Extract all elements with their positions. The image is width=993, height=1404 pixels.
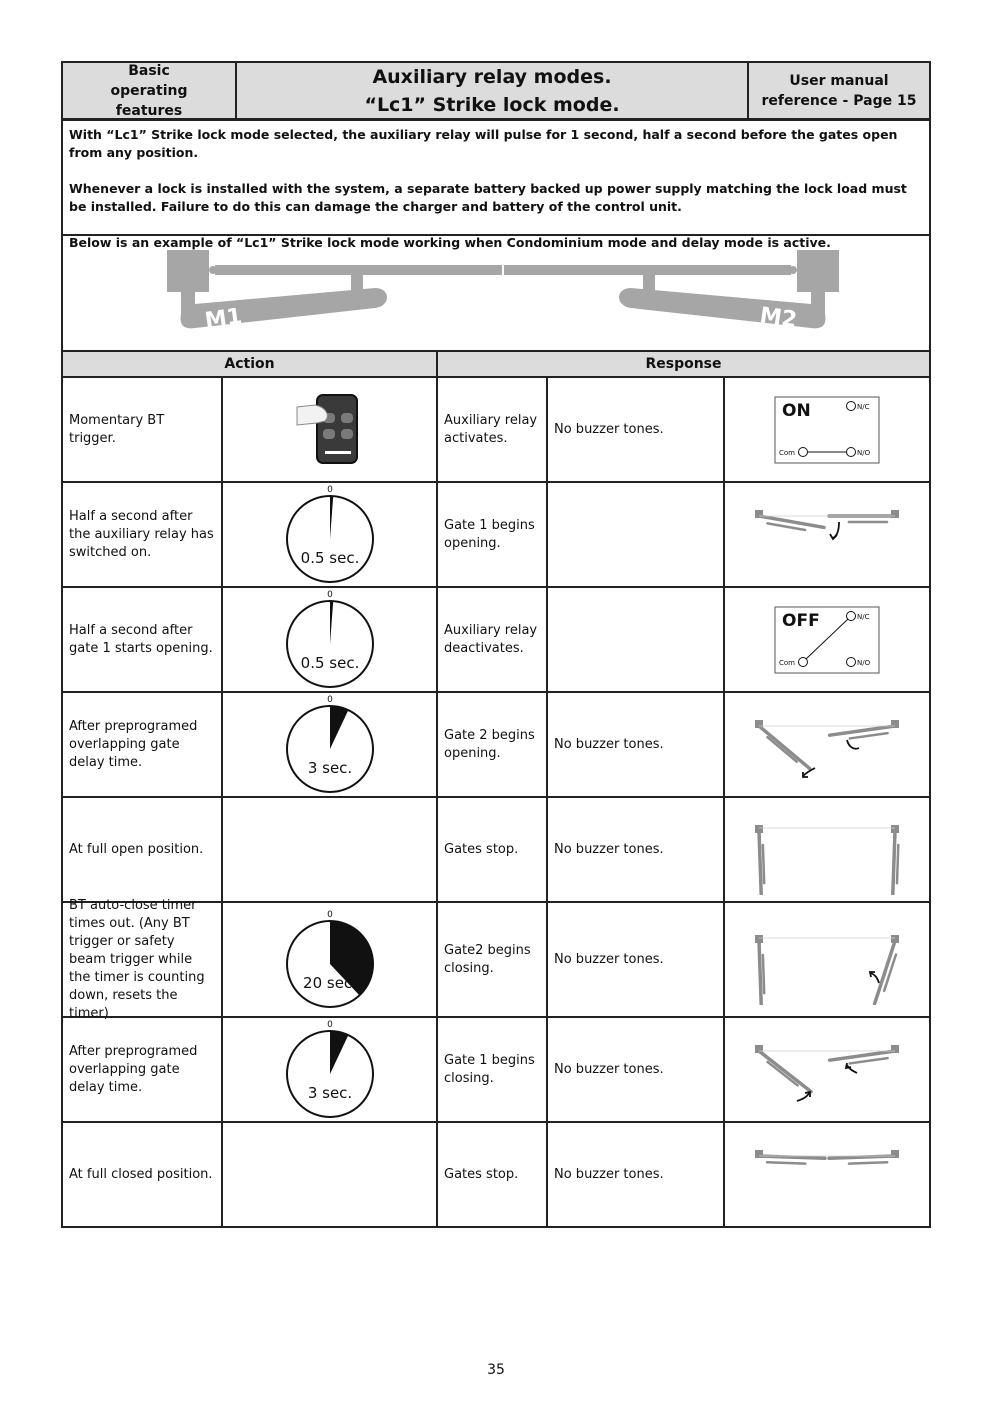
timer-label: 3 sec.	[307, 1083, 352, 1102]
response-text: Gate 1 begins opening.	[444, 517, 535, 551]
buzzer-cell	[547, 902, 724, 1017]
timer-icon	[280, 695, 380, 795]
relay-off-icon	[774, 606, 880, 674]
action-visual-cell	[222, 482, 437, 587]
action-text: Half a second after the auxiliary relay has switched on.	[69, 508, 214, 560]
buzzer-cell	[547, 1017, 724, 1122]
response-cell	[437, 797, 547, 902]
motion-arrow	[847, 1065, 857, 1073]
buzzer-text: No buzzer tones.	[554, 421, 664, 437]
state-diagram-cell	[724, 377, 931, 482]
relay-nc-label: N/C	[857, 612, 870, 621]
timer-zero: 0	[326, 909, 333, 920]
timer-icon	[280, 910, 380, 1010]
buzzer-cell	[547, 1122, 724, 1228]
action-text: After preprogramed overlapping gate delay time.	[69, 718, 198, 770]
page-title-line1: Auxiliary relay modes.	[372, 65, 612, 88]
manual-reference	[747, 61, 931, 120]
gate-diagram	[61, 235, 931, 351]
action-cell	[61, 897, 222, 1021]
action-cell	[61, 482, 222, 587]
response-cell	[437, 1122, 547, 1228]
action-visual-cell	[222, 797, 437, 902]
action-cell	[61, 377, 222, 482]
state-diagram-cell	[724, 692, 931, 797]
page-number: 35	[487, 1362, 505, 1378]
buzzer-cell	[547, 377, 724, 482]
intro-text	[61, 120, 931, 250]
column-header-response	[437, 351, 931, 377]
page-title	[237, 61, 747, 120]
state-diagram-cell	[724, 587, 931, 692]
gate2-closing-icon	[747, 915, 907, 1005]
buzzer-cell	[547, 482, 724, 587]
relay-no-label: N/O	[857, 448, 871, 457]
response-text: Auxiliary relay activates.	[444, 412, 538, 446]
action-visual-cell	[222, 692, 437, 797]
action-text: BT auto-close timer times out. (Any BT trigger or safety beam trigger while the timer is counting down, resets the timer)	[69, 897, 205, 1021]
response-cell	[437, 902, 547, 1017]
response-text: Gates stop.	[444, 841, 519, 857]
action-visual-cell	[222, 1017, 437, 1122]
state-diagram-cell	[724, 482, 931, 587]
remote-control-icon	[295, 393, 365, 467]
motor-label-m1: M1	[203, 304, 244, 334]
timer-icon	[280, 485, 380, 585]
response-cell	[437, 1017, 547, 1122]
timer-icon	[280, 1020, 380, 1120]
timer-zero: 0	[326, 589, 333, 600]
response-text: Gate 1 begins closing.	[444, 1052, 535, 1086]
motion-arrow	[797, 1093, 809, 1101]
gate1-opening-icon	[747, 490, 907, 580]
buzzer-text: No buzzer tones.	[554, 736, 664, 752]
gates-open-icon	[747, 805, 907, 895]
response-cell	[437, 482, 547, 587]
buzzer-cell	[547, 692, 724, 797]
buzzer-cell	[547, 587, 724, 692]
intro-paragraph: Below is an example of “Lc1” Strike lock mode working when Condominium mode and delay mode is active.	[69, 235, 831, 250]
action-cell	[61, 692, 222, 797]
response-text: Gate 2 begins opening.	[444, 727, 535, 761]
gate1-closing-icon	[747, 1025, 907, 1115]
page-title-line2: “Lc1” Strike lock mode.	[364, 93, 620, 116]
action-text: After preprogramed overlapping gate delay time.	[69, 1043, 198, 1095]
buzzer-text: No buzzer tones.	[554, 951, 664, 967]
intro-paragraph: With “Lc1” Strike lock mode selected, the auxiliary relay will pulse for 1 second, half a second before the gates open from any position.	[69, 127, 898, 160]
response-cell	[437, 587, 547, 692]
timer-label: 3 sec.	[307, 758, 352, 777]
manual-reference-text: User manual reference - Page 15	[761, 72, 917, 109]
action-visual-cell	[222, 902, 437, 1017]
action-text: Half a second after gate 1 starts opening.	[69, 622, 213, 656]
gate2-opening-icon	[747, 700, 907, 790]
action-visual-cell	[222, 377, 437, 482]
buzzer-text: No buzzer tones.	[554, 841, 664, 857]
section-label	[61, 61, 237, 120]
action-cell	[61, 1017, 222, 1122]
intro-paragraph: Whenever a lock is installed with the system, a separate battery backed up power supply matching the lock load must be installed. Failure to do this can damage the charger and battery of the control unit.	[69, 181, 907, 214]
gate-diagram-svg	[63, 236, 929, 350]
action-text: At full open position.	[69, 841, 204, 857]
response-cell	[437, 377, 547, 482]
response-text: Gate2 begins closing.	[444, 942, 531, 976]
action-cell	[61, 587, 222, 692]
relay-state: OFF	[782, 610, 820, 631]
timer-icon	[280, 590, 380, 690]
action-cell	[61, 1122, 222, 1228]
state-diagram-cell	[724, 902, 931, 1017]
action-visual-cell	[222, 587, 437, 692]
action-text: At full closed position.	[69, 1166, 213, 1182]
state-diagram-cell	[724, 1017, 931, 1122]
column-header-action	[61, 351, 437, 377]
gates-closed-icon	[747, 1130, 907, 1220]
relay-com-label: Com	[779, 448, 795, 457]
action-cell	[61, 797, 222, 902]
relay-no-label: N/O	[857, 658, 871, 667]
column-header-action-text: Action	[224, 356, 275, 372]
response-text: Gates stop.	[444, 1166, 519, 1182]
timer-zero: 0	[326, 694, 333, 705]
state-diagram-cell	[724, 1122, 931, 1228]
relay-com-label: Com	[779, 658, 795, 667]
motion-arrow	[847, 740, 859, 749]
timer-label: 20 sec.	[302, 973, 357, 992]
action-visual-cell	[222, 1122, 437, 1228]
state-diagram-cell	[724, 797, 931, 902]
buzzer-text: No buzzer tones.	[554, 1061, 664, 1077]
column-header-response-text: Response	[645, 356, 722, 372]
relay-nc-label: N/C	[857, 402, 870, 411]
motion-arrow	[871, 973, 879, 983]
timer-zero: 0	[326, 1019, 333, 1030]
response-cell	[437, 692, 547, 797]
timer-zero: 0	[326, 484, 333, 495]
relay-state: ON	[782, 400, 811, 421]
buzzer-cell	[547, 797, 724, 902]
section-label-text: Basic operating features	[110, 62, 188, 119]
relay-on-icon	[774, 396, 880, 464]
timer-label: 0.5 sec.	[300, 548, 359, 567]
buzzer-text: No buzzer tones.	[554, 1166, 664, 1182]
timer-label: 0.5 sec.	[300, 653, 359, 672]
motor-label-m2: M2	[758, 303, 799, 334]
response-text: Auxiliary relay deactivates.	[444, 622, 538, 656]
action-text: Momentary BT trigger.	[69, 412, 165, 446]
